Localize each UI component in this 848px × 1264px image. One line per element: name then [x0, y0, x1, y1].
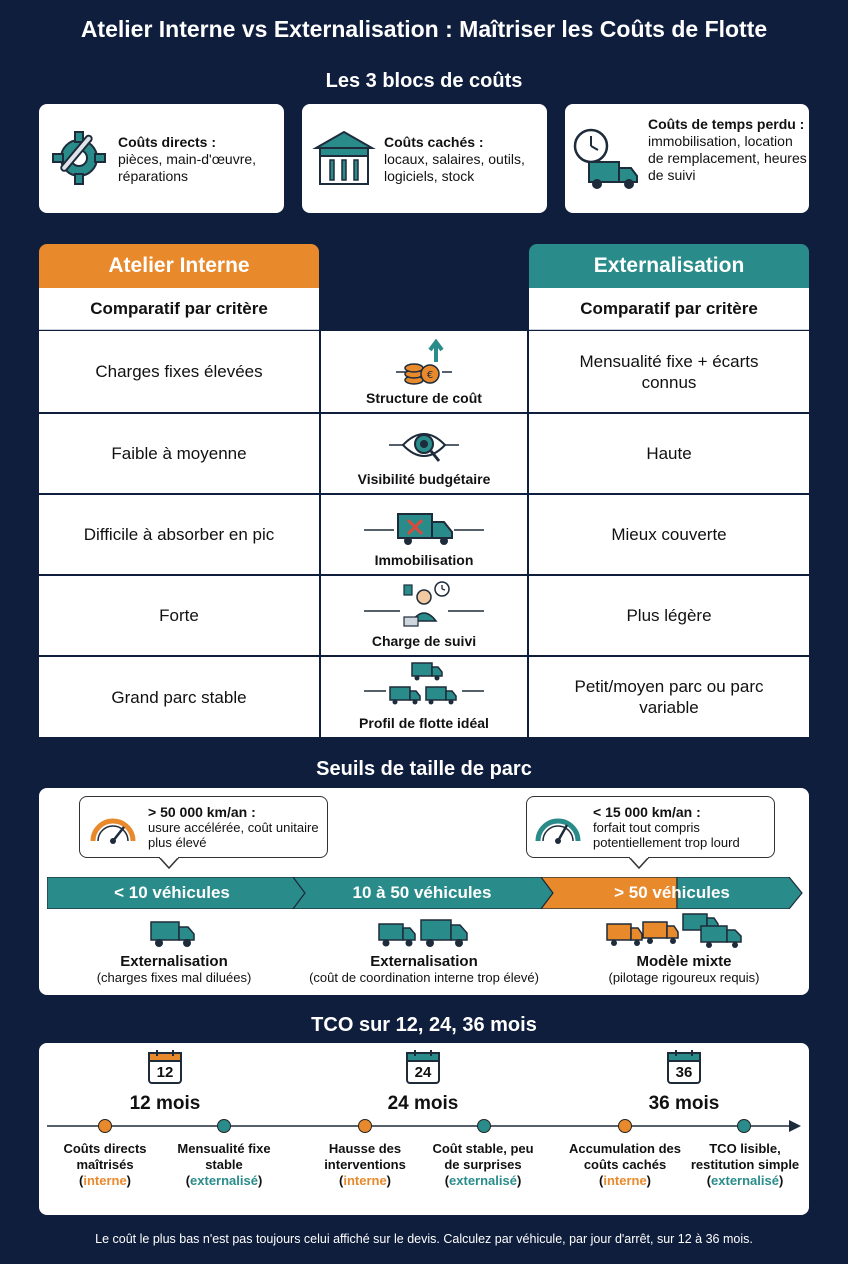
timeline-dot [98, 1119, 112, 1133]
block-hidden-costs [302, 104, 547, 213]
left-cell: Faible à moyenne [39, 414, 319, 493]
right-cell: Mieux couverte [529, 495, 809, 574]
criterion-label: Immobilisation [374, 552, 474, 568]
milestone-tag: externalisé [711, 1173, 779, 1188]
block-direct-costs [39, 104, 284, 213]
criterion-label: Structure de coût [366, 390, 482, 406]
gauge-icon [88, 807, 138, 847]
bubble-text: usure accélérée, coût unitaire plus élevé [148, 820, 319, 850]
svg-text:€: € [426, 370, 434, 381]
tco-heading: TCO sur 12, 24, 36 mois [311, 1014, 537, 1036]
right-subheader: Comparatif par critère [529, 288, 809, 330]
block-text: immobilisation, location de remplacement, heures de suivi [648, 133, 807, 183]
milestone-text: Mensualité fixe stable [177, 1141, 271, 1172]
block-text: locaux, salaires, outils, logiciels, stock [384, 151, 525, 184]
clock-truck-icon [571, 126, 641, 192]
calendar-icon [405, 1049, 441, 1090]
timeline-dot [358, 1119, 372, 1133]
gauge-icon [533, 807, 583, 847]
left-cell: Grand parc stable [39, 657, 319, 737]
segment-model: Modèle mixte [636, 953, 732, 970]
milestone-text: Accumulation des coûts cachés [569, 1141, 681, 1172]
milestone: Coûts directs maîtrisés (interne) [45, 1141, 165, 1189]
segment-recommendation [279, 954, 569, 986]
left-cell: Charges fixes élevées [39, 331, 319, 412]
busy-person-icon [364, 581, 484, 629]
segment-model: Externalisation [120, 953, 228, 970]
segment-note: (charges fixes mal diluées) [96, 970, 252, 985]
right-header: Externalisation [529, 244, 809, 288]
segment-note: (coût de coordination interne trop élevé) [309, 970, 539, 985]
bubble-pointer [159, 857, 179, 869]
block-lost-time-costs [565, 104, 809, 213]
milestone: Mensualité fixe stable (externalisé) [169, 1141, 279, 1189]
milestone-text: TCO lisible, restitution simple [690, 1141, 800, 1172]
milestone: Accumulation des coûts cachés (interne) [569, 1141, 681, 1188]
segment-model: Externalisation [370, 953, 478, 970]
footer-note: Le coût le plus bas n'est pas toujours celui affiché sur le devis. Calculez par véhicule, par jour d'arrêt, sur 12 à 36 mois. [95, 1232, 753, 1246]
truck-icon [149, 918, 197, 948]
block-label: Coûts de temps perdu : [648, 116, 805, 132]
left-header: Atelier Interne [39, 244, 319, 288]
criterion-label: Visibilité budgétaire [357, 471, 491, 487]
thresholds-heading: Seuils de taille de parc [316, 758, 532, 780]
bubble-low-mileage [526, 796, 775, 858]
timeline-dot [217, 1119, 231, 1133]
criterion-label: Charge de suivi [371, 633, 477, 649]
left-subheader: Comparatif par critère [39, 288, 319, 330]
tco-card [39, 1043, 809, 1215]
milestone: Coût stable, peu de surprises (externalisé) [432, 1141, 534, 1188]
page-title: Atelier Interne vs Externalisation : Maîtriser les Coûts de Flotte [80, 16, 768, 42]
mixed-fleet-icon [605, 912, 747, 948]
left-cell: Forte [39, 576, 319, 655]
timeline-dot [618, 1119, 632, 1133]
criterion-label: Profil de flotte idéal [359, 715, 489, 731]
segment-recommendation [59, 954, 289, 986]
gear-wrench-icon [49, 128, 109, 188]
milestone-text: Coût stable, peu de surprises [432, 1141, 534, 1172]
bubble-title: > 50 000 km/an : [148, 804, 256, 820]
right-cell: Petit/moyen parc ou parc variable [529, 657, 809, 737]
thresholds-card [39, 788, 809, 995]
timeline-dot [477, 1119, 491, 1133]
calendar-number: 12 [156, 1064, 174, 1081]
segment-label: < 10 véhicules [114, 883, 230, 902]
period-label: 12 mois [129, 1093, 201, 1114]
milestone-tag: externalisé [449, 1173, 517, 1188]
period-label: 36 mois [648, 1093, 720, 1114]
milestone-text: Hausse des interventions [324, 1141, 406, 1172]
bubble-text: forfait tout compris potentiellement trop lourd [593, 820, 740, 850]
block-text: pièces, main-d'œuvre, réparations [118, 151, 257, 184]
two-trucks-icon [377, 916, 471, 948]
criterion-cell [321, 576, 527, 655]
milestone-tag: interne [603, 1173, 647, 1188]
calendar-icon [147, 1049, 183, 1090]
calendar-number: 36 [675, 1064, 693, 1081]
milestone-tag: externalisé [190, 1173, 258, 1188]
right-cell: Mensualité fixe + écarts connus [529, 331, 809, 412]
eye-magnifier-icon [389, 423, 459, 467]
criterion-cell [321, 657, 527, 737]
segment-note: (pilotage rigoureux requis) [608, 970, 760, 985]
coins-arrow-icon [396, 338, 452, 386]
segment-recommendation [569, 954, 799, 986]
criterion-cell [321, 414, 527, 493]
milestone: Hausse des interventions (interne) [307, 1141, 423, 1189]
calendar-icon [666, 1049, 702, 1090]
milestone-tag: interne [83, 1173, 127, 1188]
left-cell: Difficile à absorber en pic [39, 495, 319, 574]
comparison-table [39, 331, 809, 737]
right-cell: Plus légère [529, 576, 809, 655]
timeline-line [47, 1119, 803, 1133]
garage-tools-icon [312, 126, 376, 190]
fleet-trucks-icon [364, 661, 484, 711]
milestone-text: Coûts directs maîtrisés [63, 1141, 147, 1172]
truck-cross-icon [364, 508, 484, 548]
calendar-number: 24 [414, 1064, 432, 1081]
segment-label: 10 à 50 véhicules [352, 883, 492, 902]
blocks-heading: Les 3 blocs de coûts [325, 70, 523, 92]
bubble-pointer [629, 857, 649, 869]
criterion-cell [321, 331, 527, 412]
criterion-cell [321, 495, 527, 574]
bubble-high-mileage [79, 796, 328, 858]
milestone-tag: interne [343, 1173, 387, 1188]
period-label: 24 mois [387, 1093, 459, 1114]
bubble-title: < 15 000 km/an : [593, 804, 701, 820]
block-label: Coûts cachés : [384, 134, 484, 150]
milestone: TCO lisible, restitution simple (externalisé) [690, 1141, 800, 1188]
timeline-dot [737, 1119, 751, 1133]
segment-label: > 50 véhicules [614, 883, 730, 902]
block-label: Coûts directs : [118, 134, 217, 150]
right-cell: Haute [529, 414, 809, 493]
